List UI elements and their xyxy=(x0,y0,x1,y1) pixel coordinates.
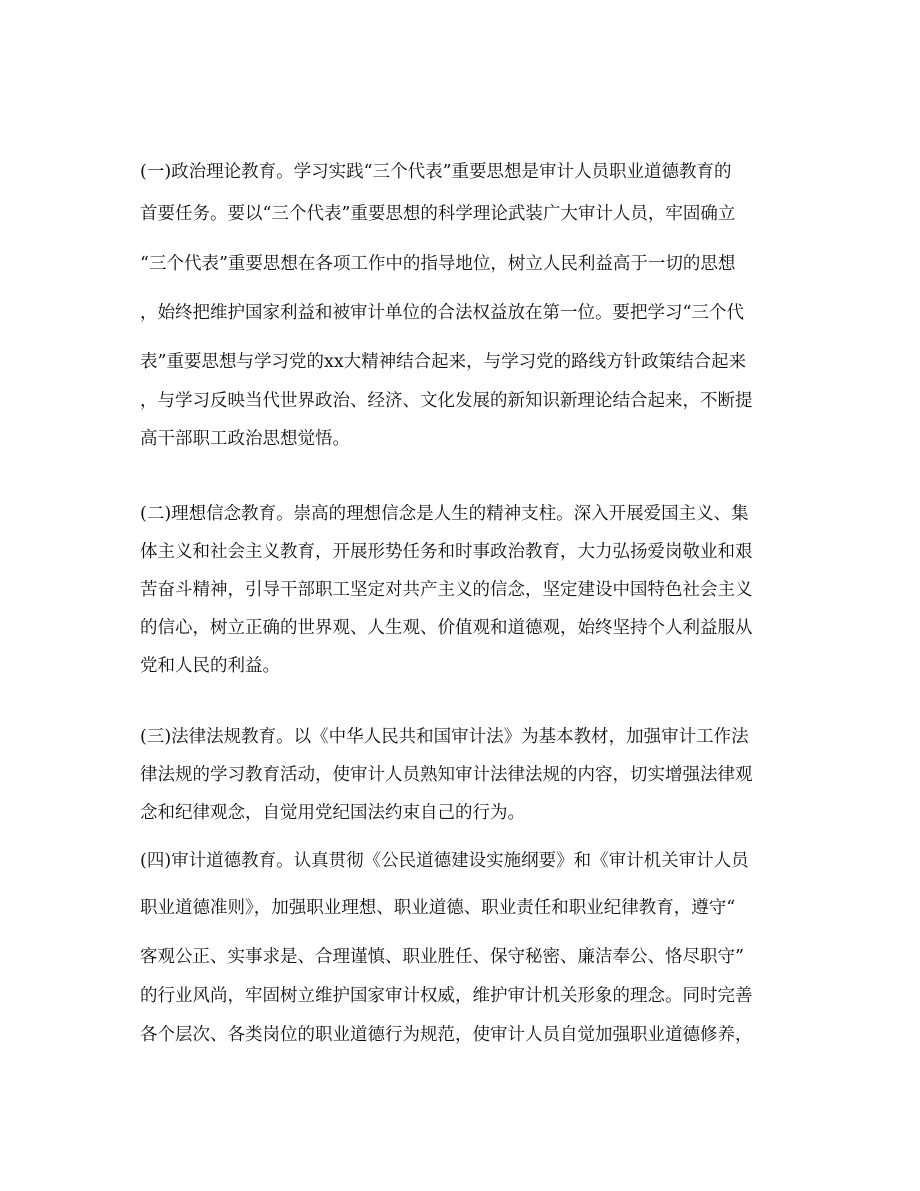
text-line: 的行业风尚，牢固树立维护国家审计权威，维护审计机关形象的理念。同时完善 xyxy=(140,986,753,1006)
text-line: 首要任务。要以“三个代表”重要思想的科学理论武装广大审计人员，牢固确立 xyxy=(140,204,736,224)
text-line: (二)理想信念教育。崇高的理想信念是人生的精神支柱。深入开展爱国主义、集 xyxy=(140,504,749,524)
text-line: 苦奋斗精神，引导干部职工坚定对共产主义的信念，坚定建设中国特色社会主义 xyxy=(140,580,753,600)
text-line: 念和纪律观念，自觉用党纪国法约束自己的行为。 xyxy=(140,803,525,823)
text-line: 的信心，树立正确的世界观、人生观、价值观和道德观，始终坚持个人利益服从 xyxy=(140,618,753,638)
text-line: ，始终把维护国家利益和被审计单位的合法权益放在第一位。要把学习“三个代 xyxy=(140,303,744,323)
text-line: (三)法律法规教育。以《中华人民共和国审计法》为基本教材，加强审计工作法 xyxy=(140,727,749,747)
text-line: 党和人民的利益。 xyxy=(140,656,280,676)
text-line: 职业道德准则》，加强职业理想、职业道德、职业责任和职业纪律教育，遵守“ xyxy=(140,898,736,918)
text-line: ，与学习反映当代世界政治、经济、文化发展的新知识新理论结合起来，不断提 xyxy=(140,391,753,411)
text-line: (四)审计道德教育。认真贯彻《公民道德建设实施纲要》和《审计机关审计人员 xyxy=(140,851,749,871)
text-line: 各个层次、各类岗位的职业道德行为规范，使审计人员自觉加强职业道德修养， xyxy=(140,1025,753,1045)
text-line: 律法规的学习教育活动，使审计人员熟知审计法律法规的内容，切实增强法律观 xyxy=(140,765,753,785)
text-line: 表”重要思想与学习党的xx大精神结合起来，与学习党的路线方针政策结合起来 xyxy=(140,352,747,372)
text-line: “三个代表”重要思想在各项工作中的指导地位，树立人民利益高于一切的思想 xyxy=(140,254,736,274)
text-line: (一)政治理论教育。学习实践“三个代表”重要思想是审计人员职业道德教育的 xyxy=(140,162,732,182)
text-line: 客观公正、实事求是、合理谨慎、职业胜任、保守秘密、廉洁奉公、恪尽职守” xyxy=(140,947,744,967)
text-line: 体主义和社会主义教育，开展形势任务和时事政治教育，大力弘扬爱岗敬业和艰 xyxy=(140,542,753,562)
text-line: 高干部职工政治思想觉悟。 xyxy=(140,429,350,449)
